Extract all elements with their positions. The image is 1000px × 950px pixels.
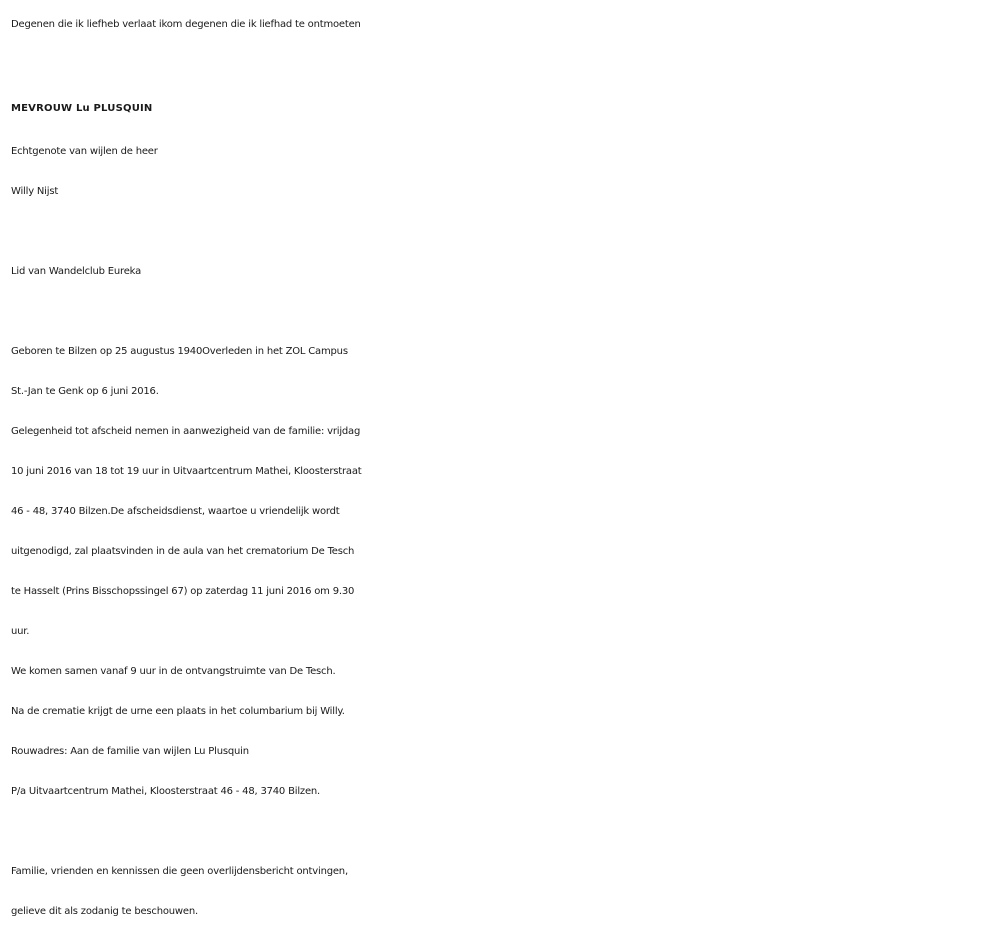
details-line: uitgenodigd, zal plaatsvinden in de aula van het crematorium De Tesch [11,546,355,557]
spacer [11,212,991,252]
closing-line: gelieve dit als zodanig te beschouwen. [11,906,198,917]
details-line: Geboren te Bilzen op 25 augustus 1940Overleden in het ZOL Campus [11,346,348,357]
details-line: 10 juni 2016 van 18 tot 19 uur in Uitvaartcentrum Mathei, Kloosterstraat [11,466,362,477]
details-block [11,332,991,812]
membership-line: Lid van Wandelclub Eureka [11,266,142,277]
deceased-name: MEVROUW Lu PLUSQUIN [11,103,153,114]
details-line: Na de crematie krijgt de urne een plaats in het columbarium bij Willy. [11,706,345,717]
motto-text: Degenen die ik liefheb verlaat ikom degenen die ik liefhad te ontmoeten [11,19,361,30]
details-line: St.-Jan te Genk op 6 juni 2016. [11,386,159,397]
details-line: Gelegenheid tot afscheid nemen in aanwezigheid van de familie: vrijdag [11,426,361,437]
details-line: uur. [11,626,30,637]
spacer [11,812,991,852]
obituary-notice [11,8,991,932]
spacer [11,292,991,332]
details-line: te Hasselt (Prins Bisschopssingel 67) op zaterdag 11 juni 2016 om 9.30 [11,586,355,597]
details-line: 46 - 48, 3740 Bilzen.De afscheidsdienst, waartoe u vriendelijk wordt [11,506,340,517]
closing-block [11,852,991,932]
details-line: P/a Uitvaartcentrum Mathei, Kloosterstraat 46 - 48, 3740 Bilzen. [11,786,321,797]
closing-line: Familie, vrienden en kennissen die geen overlijdensbericht ontvingen, [11,866,348,877]
details-line: We komen samen vanaf 9 uur in de ontvangstruimte van De Tesch. [11,666,336,677]
details-line: Rouwadres: Aan de familie van wijlen Lu Plusquin [11,746,249,757]
spouse-name: Willy Nijst [11,186,59,197]
spouse-block [11,132,991,212]
spouse-line: Echtgenote van wijlen de heer [11,146,158,157]
